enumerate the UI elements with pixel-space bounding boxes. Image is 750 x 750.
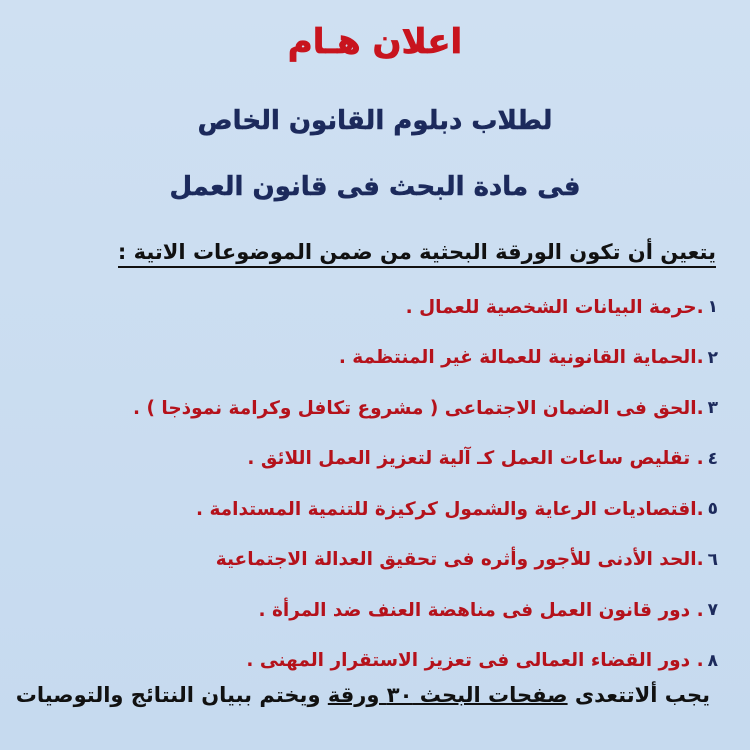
audience-heading: لطلاب دبلوم القانون الخاص [197,106,553,136]
topics-list [133,282,718,686]
topic-text: .حرمة البيانات الشخصية للعمال . [405,296,704,318]
page-limit-note [16,683,710,707]
footer-text-start: يجب ألاتتعدى [574,683,710,707]
topic-number: ٧ [707,600,718,621]
list-item [158,484,718,535]
topic-text: .اقتصاديات الرعاية والشمول كركيزة للتنمية المستدامة . [195,498,704,520]
topic-text: .الحد الأدنى للأجور وأثره فى تحقيق العدالة الاجتماعية [215,549,704,571]
topic-number: ٨ [707,650,718,671]
list-item [158,636,718,687]
topics-intro: يتعين أن تكون الورقة البحثية من ضمن الموضوعات الاتية : [118,240,716,268]
footer-text-end: ويختم ببيان النتائج والتوصيات [15,683,321,707]
topic-text: .الحق فى الضمان الاجتماعى ( مشروع تكافل وكرامة نموذجا ) . [133,397,704,419]
announcement-title: اعلان هـام [287,22,463,62]
topic-number: ٣ [707,398,718,419]
list-item [158,585,718,636]
footer-text-pages: صفحات البحث ٣٠ ورقة [327,683,568,707]
topic-text: . دور قانون العمل فى مناهضة العنف ضد المرأة . [258,599,704,621]
topic-number: ٥ [707,499,718,520]
list-item [133,383,718,434]
list-item [158,535,718,586]
list-item [158,282,718,333]
topic-text: .الحماية القانونية للعمالة غير المنتظمة . [338,347,704,369]
topic-number: ٢ [707,347,718,368]
list-item [158,434,718,485]
list-item [158,333,718,384]
topic-text: . تقليص ساعات العمل كـ آلية لتعزيز العمل اللائق . [247,448,704,470]
topic-number: ١ [707,297,718,318]
topic-text: . دور القضاء العمالى فى تعزيز الاستقرار المهنى . [246,650,704,672]
topic-number: ٤ [707,448,718,469]
subject-heading: فى مادة البحث فى قانون العمل [169,172,581,202]
topic-number: ٦ [707,549,718,570]
